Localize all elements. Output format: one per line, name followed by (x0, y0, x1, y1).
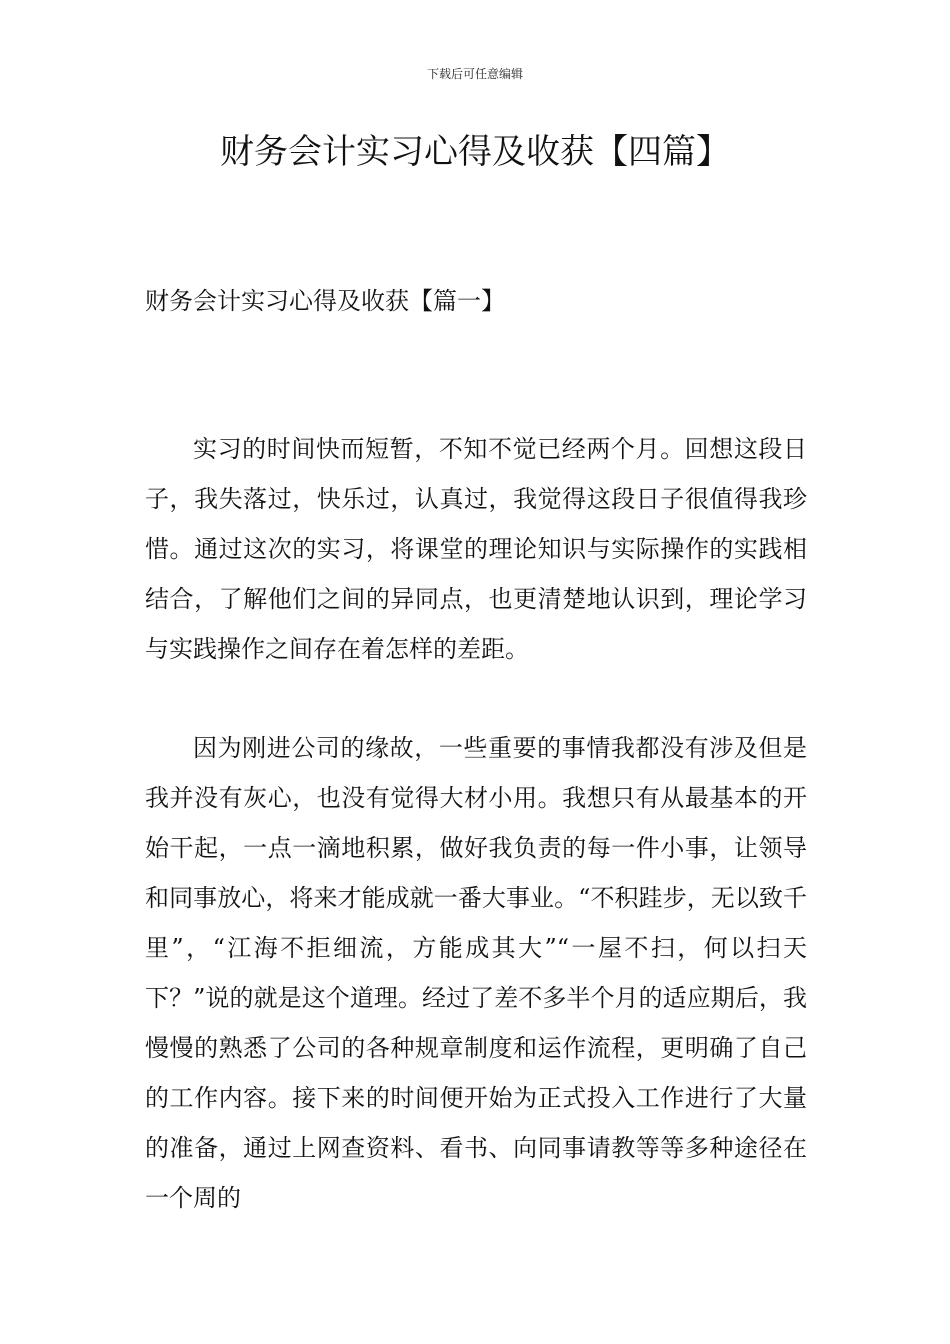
header-note: 下载后可任意编辑 (426, 67, 523, 81)
section-heading: 财务会计实习心得及收获【篇一】 (145, 287, 505, 315)
body-paragraph-1: 实习的时间快而短暂，不知不觉已经两个月。回想这段日子，我失落过，快乐过，认真过，我觉得这段日子很值得我珍惜。通过这次的实习，将课堂的理论知识与实际操作的实践相结合，了解他们之间的异同点，也更清楚地认识到，理论学习与实践操作之间存在着怎样的差距。 (145, 435, 807, 663)
body-paragraph-2: 因为刚进公司的缘故，一些重要的事情我都没有涉及但是我并没有灰心，也没有觉得大材小用。我想只有从最基本的开始干起，一点一滴地积累，做好我负责的每一件小事，让领导和同事放心，将来才能成就一番大事业。“不积跬步，无以致千里”，“江海不拒细流，方能成其大”“一屋不扫，何以扫天下？”说的就是这个道理。经过了差不多半个月的适应期后，我慢慢的熟悉了公司的各种规章制度和运作流程，更明确了自己的工作内容。接下来的时间便开始为正式投入工作进行了大量的准备，通过上网查资料、看书、向同事请教等等多种途径在一个周的 (145, 734, 807, 1212)
document-title: 财务会计实习心得及收获【四篇】 (220, 132, 730, 172)
